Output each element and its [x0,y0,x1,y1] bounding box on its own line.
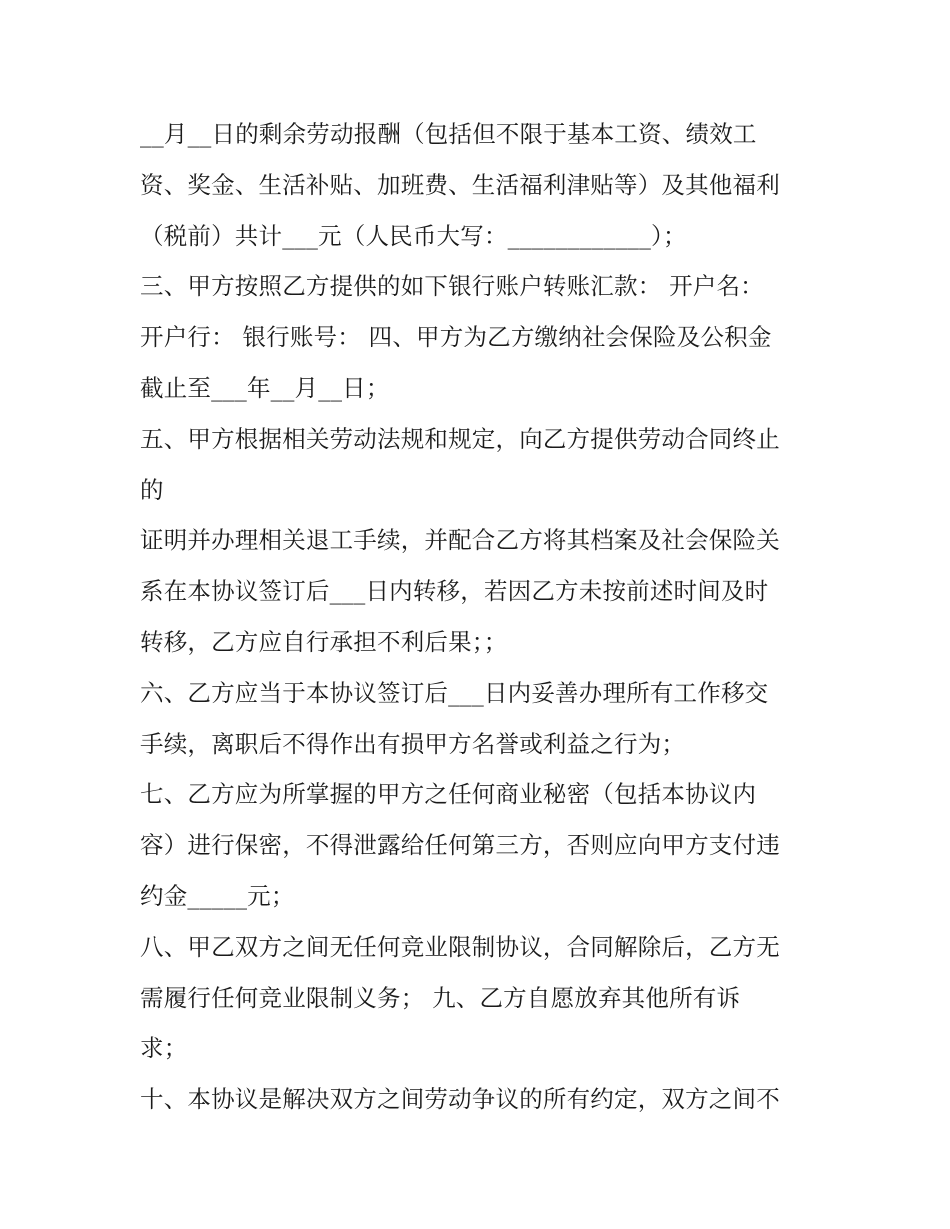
text-line: 三、甲方按照乙方提供的如下银行账户转账汇款： 开户名： [140,272,764,301]
agreement-body [140,109,830,1125]
text-line: 开户行： 银行账号： 四、甲方为乙方缴纳社会保险及公积金 [140,323,772,352]
text-line: 六、乙方应当于本协议签订后___日内妥善办理所有工作移交 [140,678,769,707]
text-line: 容）进行保密，不得泄露给任何第三方，否则应向甲方支付违 [140,831,780,860]
text-line: 资、奖金、生活补贴、加班费、生活福利津贴等）及其他福利 [140,170,780,199]
text-line: 七、乙方应为所掌握的甲方之任何商业秘密（包括本协议内 [140,780,757,809]
text-line: 证明并办理相关退工手续，并配合乙方将其档案及社会保险关 [140,526,780,555]
text-line: 转移，乙方应自行承担不利后果；； [140,627,508,656]
text-line: 的 [140,475,164,504]
text-line: 五、甲方根据相关劳动法规和规定，向乙方提供劳动合同终止 [140,424,780,453]
text-line: __月__日的剩余劳动报酬（包括但不限于基本工资、绩效工 [140,120,757,148]
text-line: （税前）共计___元（人民币大写：____________）； [140,221,687,250]
text-line: 约金_____元； [140,881,295,910]
text-line: 系在本协议签订后___日内转移，若因乙方未按前述时间及时 [140,577,769,606]
text-line: 需履行任何竞业限制义务； 九、乙方自愿放弃其他所有诉 [140,983,741,1012]
text-line: 截止至___年__月__日； [140,373,390,402]
text-line: 十、本协议是解决双方之间劳动争议的所有约定，双方之间不 [140,1085,780,1114]
text-line: 手续，离职后不得作出有损甲方名誉或利益之行为； [140,729,686,758]
text-line: 八、甲乙双方之间无任何竞业限制协议，合同解除后，乙方无 [140,932,780,961]
text-line: 求； [140,1034,188,1063]
